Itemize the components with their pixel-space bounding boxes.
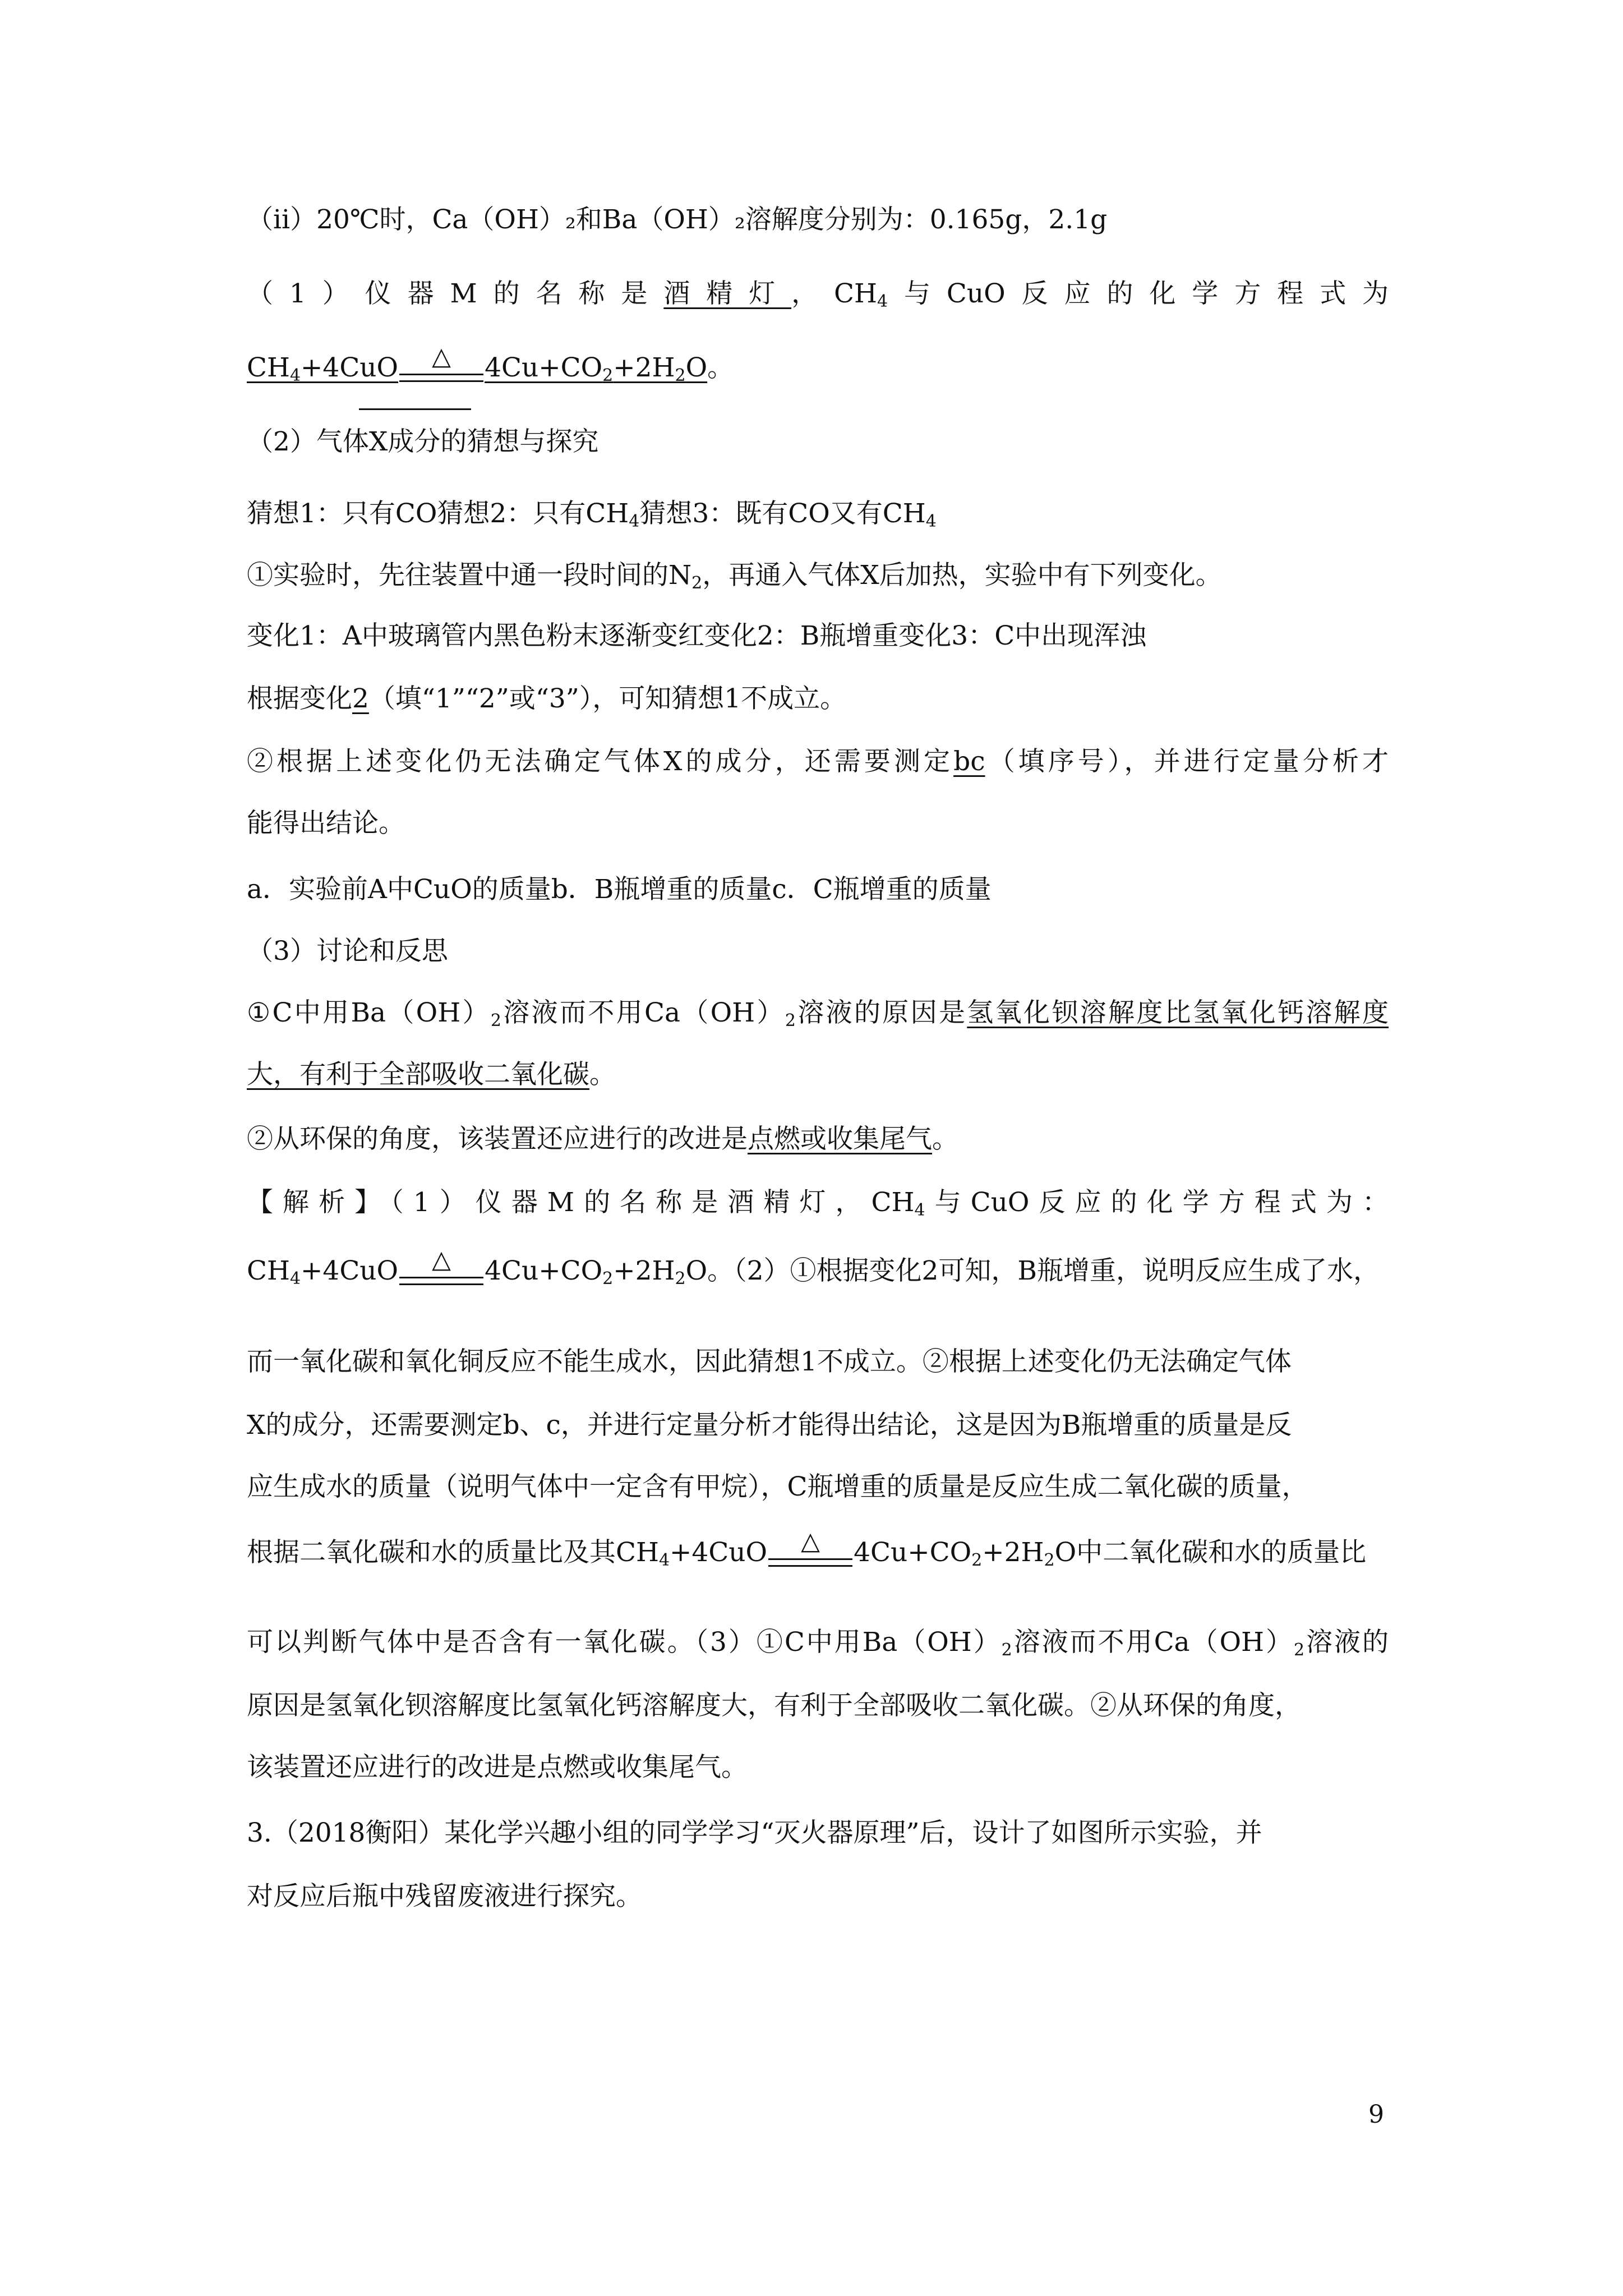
text-span: +4CuO [301, 352, 399, 383]
text-span: +4CuO [301, 1255, 399, 1286]
heating-condition-symbol [399, 342, 483, 388]
text-span: 。（2）①根据变化2可知，B瓶增重，说明反应生成了水， [707, 1255, 1380, 1286]
subscript: 2 [490, 1011, 501, 1030]
text-span: （1）仪器M的名称是 [247, 278, 664, 309]
text-span: ②根据上述变化仍无法确定气体X的成分，还需要测定 [247, 746, 954, 777]
text-span: 中二氧化碳和水的质量比 [1076, 1537, 1367, 1568]
text-span: （填序号），并进行定量分析才 [985, 746, 1389, 777]
subscript: 2 [602, 366, 614, 385]
subscript: 4 [289, 1269, 301, 1289]
text-span: 【解析】（1）仪器M的名称是酒精灯，CH [247, 1187, 915, 1218]
text-span: 溶液而不用Ca（OH） [501, 997, 785, 1028]
text-span: 溶液的 [1304, 1627, 1389, 1658]
text-line: 能得出结论。 [247, 808, 405, 839]
text-line: （ⅱ）20℃时，Ca（OH）₂和Ba（OH）₂溶解度分别为：0.165g，2.1g [247, 204, 1108, 235]
subscript: 2 [675, 1269, 686, 1289]
analysis-equation-line [247, 1527, 1389, 1573]
answer-blank: 大，有利于全部吸收二氧化碳 [247, 1059, 589, 1090]
text-line [247, 1055, 1389, 1095]
text-span: +2H [613, 1255, 675, 1286]
text-span: 可以判断气体中是否含有一氧化碳。（3）①C中用Ba（OH） [247, 1627, 1002, 1658]
text-span: 根据变化 [247, 683, 352, 714]
text-span: +2H [613, 352, 675, 383]
text-span: 猜想1：只有CO猜想2：只有CH [247, 498, 629, 529]
text-span: 。 [932, 1124, 958, 1154]
text-line: 变化1：A中玻璃管内黑色粉末逐渐变红变化2：B瓶增重变化3：C中出现浑浊 [247, 620, 1147, 651]
text-span: 溶液而不用Ca（OH） [1012, 1627, 1294, 1658]
text-span: +4CuO [670, 1537, 768, 1568]
question-1-line [247, 274, 1389, 314]
triangle-icon: △ [801, 1527, 820, 1556]
text-line [247, 742, 1389, 782]
analysis-line: 而一氧化碳和氧化铜反应不能生成水，因此猜想1不成立。②根据上述变化仍无法确定气体 [247, 1346, 1292, 1377]
text-span: O [685, 352, 708, 383]
text-span: O [685, 1255, 708, 1286]
analysis-line [247, 1622, 1389, 1663]
text-line [247, 494, 1389, 534]
subscript: 2 [1001, 1640, 1012, 1660]
subscript: 2 [971, 1550, 983, 1570]
equation-answer [485, 352, 707, 383]
options-line: a．实验前A中CuO的质量b．B瓶增重的质量c．C瓶增重的质量 [247, 874, 992, 905]
text-span: 。 [589, 1059, 616, 1090]
text-span: ，CH [791, 278, 877, 309]
text-span: CH [616, 1537, 659, 1568]
text-line [247, 555, 1389, 596]
text-span: O [1054, 1537, 1077, 1568]
subscript: 4 [914, 1200, 925, 1220]
text-span: 4Cu+CO [485, 352, 603, 383]
text-span: ②从环保的角度，该装置还应进行的改进是 [247, 1124, 748, 1154]
text-span: 。 [707, 352, 734, 383]
subscript: 4 [289, 366, 301, 385]
triangle-icon: △ [432, 342, 451, 371]
text-span: 猜想3：既有CO又有CH [639, 498, 926, 529]
answer-blank: 2 [352, 683, 369, 714]
text-span: 与CuO反应的化学方程式为 [888, 278, 1389, 309]
subscript: 4 [925, 512, 937, 531]
answer-blank: 酒精灯 [663, 278, 792, 309]
text-span: ①C中用Ba（OH） [247, 997, 491, 1028]
subscript: 4 [629, 512, 640, 531]
text-span: 与CuO反应的化学方程式为： [925, 1187, 1389, 1218]
subscript: 2 [785, 1011, 796, 1030]
text-span: 溶液的原因是 [795, 997, 967, 1028]
text-line [247, 993, 1389, 1033]
subscript: 4 [658, 1550, 670, 1570]
question-3-line: 3.（2018衡阳）某化学兴趣小组的同学学习“灭火器原理”后，设计了如图所示实验，并 [247, 1818, 1262, 1848]
triangle-icon: △ [432, 1245, 451, 1274]
question-3-line: 对反应后瓶中残留废液进行探究。 [247, 1881, 642, 1912]
text-span: ，再通入气体X后加热，实验中有下列变化。 [702, 560, 1222, 591]
analysis-line: 应生成水的质量（说明气体中一定含有甲烷），C瓶增重的质量是反应生成二氧化碳的质量， [247, 1471, 1308, 1502]
answer-blank: 氢氧化钡溶解度比氢氧化钙溶解度 [967, 997, 1389, 1028]
subscript: 2 [602, 1269, 614, 1289]
analysis-equation-line [247, 1245, 1389, 1291]
subscript: 2 [691, 573, 703, 593]
text-span: 根据二氧化碳和水的质量比及其 [247, 1537, 616, 1568]
text-span: CH [247, 1255, 290, 1286]
subscript: 2 [675, 366, 686, 385]
text-span: 4Cu+CO [854, 1537, 972, 1568]
heating-condition-symbol [768, 1527, 852, 1573]
subscript: 2 [1293, 1640, 1305, 1660]
equation-answer-line [247, 342, 1389, 388]
analysis-line: 原因是氢氧化钡溶解度比氢氧化钙溶解度大，有利于全部吸收二氧化碳。②从环保的角度， [247, 1690, 1301, 1721]
text-span: +2H [982, 1537, 1044, 1568]
text-span: （填“1”“2”或“3”），可知猜想1不成立。 [368, 683, 847, 714]
text-span: CH [247, 352, 290, 383]
analysis-line [247, 1182, 1389, 1223]
analysis-line: X的成分，还需要测定b、c，并进行定量分析才能得出结论，这是因为B瓶增重的质量是反 [247, 1410, 1292, 1441]
text-span: ①实验时，先往装置中通一段时间的N [247, 560, 692, 591]
text-span: 4Cu+CO [485, 1255, 603, 1286]
section-heading: （2）气体X成分的猜想与探究 [247, 426, 599, 457]
page-number: 9 [1368, 2100, 1384, 2129]
answer-blank: bc [953, 746, 985, 777]
text-line [247, 1119, 1389, 1159]
section-heading: （3）讨论和反思 [247, 936, 448, 967]
text-line [247, 679, 1389, 719]
equation-answer [247, 352, 398, 383]
answer-blank: 点燃或收集尾气 [748, 1124, 932, 1154]
subscript: 2 [1044, 1550, 1055, 1570]
heating-condition-symbol [399, 1245, 483, 1291]
subscript: 4 [877, 292, 888, 311]
analysis-line: 该装置还应进行的改进是点燃或收集尾气。 [247, 1752, 748, 1783]
underline-rule [359, 408, 471, 410]
